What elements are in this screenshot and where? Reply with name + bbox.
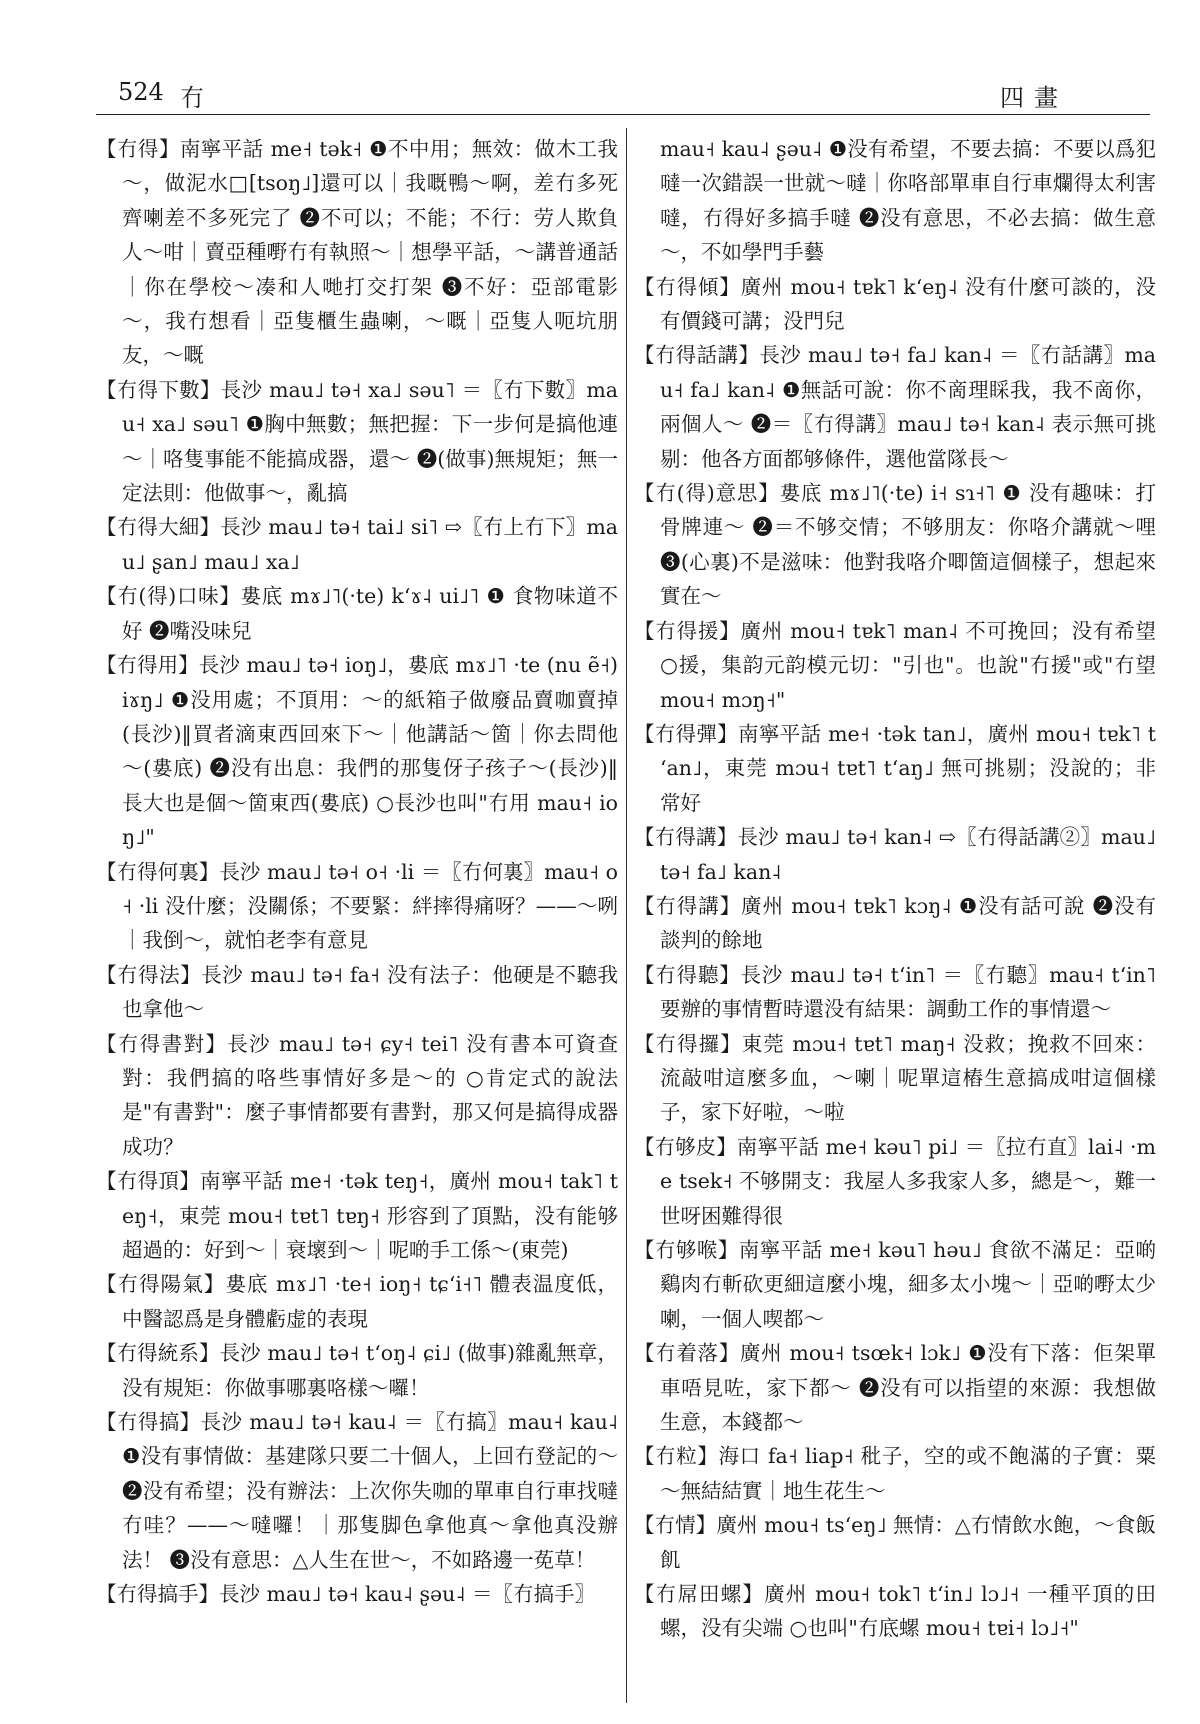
dictionary-entry: 【冇得聽】長沙 mau˩ tə˧ tʻin˥ ＝〖冇聽〗mau˧ tʻin˥ 要辦的事情暫時還没有結果：調動工作的事情還～ (634, 962, 1156, 1022)
dictionary-entry: 【冇得用】長沙 mau˩ tə˧ ioŋ˩，婁底 mɤ˩˥ ·te (nu ẽ˧) iɤŋ˩ ❶没用處；不頂用：～的紙箱子做廢品賣咖賣掉(長沙)‖買者滴東西回來下～｜他講話～箇｜你去問他～(婁底) ❷没有出息：我們的那隻伢子孩子～(長沙)‖長大也是個～箇東西(婁底) ○長沙也叫"冇用 mau˧ ioŋ˩" (96, 653, 618, 850)
dictionary-entry: 【冇粒】海口 fa˧ liap˧ 秕子，空的或不飽滿的子實：粟～無結結實｜地生花生～ (634, 1444, 1156, 1503)
header-rule (96, 114, 1150, 115)
dictionary-entry: 【冇得頂】南寧平話 me˧ ·tək teŋ˧，廣州 mou˧ tak˥ teŋ˧，東莞 mou˧ tɐt˥ tɐŋ˧ 形容到了頂點，没有能够超過的：好到～｜衰壞到～｜呢啲手工係～(東莞) (96, 1169, 618, 1262)
left-column (96, 132, 618, 1702)
dictionary-entry: 【冇情】廣州 mou˧ tsʻeŋ˩ 無情：△冇情飲水飽，～食飯飢 (634, 1513, 1156, 1572)
section-title: 四畫 (1000, 84, 1068, 112)
dictionary-entry: 【冇得何裏】長沙 mau˩ tə˧ o˧ ·li ＝〖冇何裏〗mau˧ o˧ ·li 没什麼；没關係；不要緊：絆摔得痛呀？——～咧｜我倒～，就怕老李有意見 (96, 859, 618, 953)
dictionary-entry: 【冇得陽氣】婁底 mɤ˩˥ ·te˧ ioŋ˧ tɕʻi˧˥ 體表温度低，中醫認爲是身體虧虚的表現 (96, 1272, 618, 1331)
dictionary-entry: 【冇够皮】南寧平話 me˧ kəu˥ pi˩ ＝〖拉冇直〗lai˨ ·me tsek˧ 不够開支：我屋人多我家人多，總是～，難一世呀困難得很 (634, 1134, 1156, 1228)
page-head-character: 冇 (180, 84, 204, 112)
dictionary-entry-continuation: mau˧ kau˨ ʂəu˨ ❶没有希望，不要去搞：不要以爲犯噠一次錯誤一世就～噠｜你咯部單車自行車爛得太利害噠，冇得好多搞手噠 ❷没有意思，不必去搞：做生意～，不如學門手藝 (660, 137, 1156, 265)
dictionary-entry: 【冇得書對】長沙 mau˩ tə˧ ɕy˧ tei˥ 没有書本可資查對：我們搞的咯些事情好多是～的 ○肯定式的說法是"有書對"：麼子事情都要有書對，那又何是搞得成器成功？ (96, 1031, 618, 1159)
dictionary-entry: 【冇得話講】長沙 mau˩ tə˧ fa˩ kan˨ ＝〖冇話講〗mau˧ fa˩ kan˨ ❶無話可說：你不啇理睬我，我不啇你，兩個人～ ❷＝〖冇得講〗mau˩ tə˧ kan˨ 表示無可挑剔：他各方面都够條件，選他當隊長～ (634, 343, 1156, 471)
page-header (118, 78, 1100, 118)
dictionary-entry: 【冇得下數】長沙 mau˩ tə˧ xa˩ səu˥ ＝〖冇下數〗mau˧ xa˩ səu˥ ❶胸中無數；無把握：下一步何是搞他連～｜咯隻事能不能搞成器，還～ ❷(做事)無規矩；無一定法則：他做事～，亂搞 (96, 377, 618, 506)
dictionary-entry: 【冇得講】長沙 mau˩ tə˧ kan˨ ⇨〖冇得話講②〗mau˩ tə˧ fa˩ kan˨ (634, 825, 1156, 884)
dictionary-entry: 【冇(得)意思】婁底 mɤ˩˥(·te) i˧ sɿ˧˥ ❶ 没有趣味：打骨牌連～ ❷＝不够交情；不够朋友：你咯介講就～哩 ❸(心裏)不是滋味：他對我咯介唧箇這個樣子，想起來實在～ (634, 481, 1156, 609)
dictionary-entry: 【冇着落】廣州 mou˧ tsœk˧ lɔk˩ ❶没有下落：佢架單車唔見咗，家下都～ ❷没有可以指望的來源：我想做生意，本錢都～ (634, 1341, 1156, 1435)
dictionary-entry: 【冇得援】廣州 mou˧ tɐk˥ man˨ 不可挽回；没有希望 ○援，集韵元韵模元切："引也"。也說"冇援"或"冇望 mou˧ mɔŋ˧" (634, 618, 1156, 712)
dictionary-entry: 【冇够喉】南寧平話 me˧ kəu˥ həu˩ 食欲不滿足：亞啲鷄肉冇斬砍更細這麼小塊，細多太小塊～｜亞啲嘢太少喇，一個人喫都～ (634, 1238, 1156, 1331)
dictionary-entry: 【冇得彈】南寧平話 me˧ ·tək tan˩，廣州 mou˧ tɐk˥ tʻan˩，東莞 mɔu˧ tɐt˥ tʻaŋ˩ 無可挑剔；没說的；非常好 (634, 721, 1156, 815)
dictionary-entry: 【冇得攞】東莞 mɔu˧ tɐt˥ maŋ˧ 没救；挽救不回來：流敲咁這麼多血，～喇｜呢單這樁生意搞成咁這個樣子，家下好啦，～啦 (634, 1031, 1156, 1125)
dictionary-entry: 【冇得法】長沙 mau˩ tə˧ fa˧ 没有法子：他硬是不聽我也拿他～ (96, 962, 618, 1022)
dictionary-entry: 【冇得搞手】長沙 mau˩ tə˧ kau˨ ʂəu˨ ＝〖冇搞手〗 (96, 1582, 595, 1607)
dictionary-entry: 【冇得大細】長沙 mau˩ tə˧ tai˩ si˥ ⇨〖冇上冇下〗mau˩ ʂan˩ mau˩ xa˩ (96, 515, 618, 574)
column-divider (626, 128, 627, 1703)
dictionary-entry: 【冇(得)口味】婁底 mɤ˩˥(·te) kʻɤ˨ ui˩˥ ❶ 食物味道不好 ❷嘴没味兒 (96, 584, 618, 643)
dictionary-entry: 【冇得傾】廣州 mou˧ tɐk˥ kʻeŋ˨ 没有什麼可談的，没有價錢可講；没門兒 (634, 274, 1156, 334)
right-column (634, 132, 1156, 1702)
dictionary-entry: 【冇得統系】長沙 mau˩ tə˧ tʻoŋ˨ ɕi˩ (做事)雜亂無章，没有規矩：你做事哪裏咯樣～囉！ (96, 1341, 618, 1400)
dictionary-entry: 【冇得搞】長沙 mau˩ tə˧ kau˨ ＝〖冇搞〗mau˧ kau˨ ❶没有事情做：基建隊只要二十個人，上回冇登記的～ ❷没有希望；没有辦法：上次你失咖的單車自行車找噠冇哇？——～噠囉！｜那隻脚色拿他真～拿他真没辦法！ ❸没有意思：△人生在世～，不如路邊一莬草！ (96, 1410, 618, 1572)
dictionary-entry: 【冇得講】廣州 mou˧ tɐk˥ kɔŋ˨ ❶没有話可說 ❷没有談判的餘地 (634, 893, 1156, 953)
page-number: 524 (118, 78, 164, 106)
dictionary-entry: 【冇屌田螺】廣州 mou˧ tok˥ tʻin˩ lɔ˩˧ 一種平頂的田螺，没有尖端 ○也叫"冇底螺 mou˧ tɐi˧ lɔ˩˧" (634, 1582, 1156, 1641)
dictionary-entry: 【冇得】南寧平話 me˧ tək˧ ❶不中用；無效：做木工我～，做泥水□[tsoŋ˩]還可以｜我嘅鴨～啊，差冇多死齊喇差不多死完了 ❷不可以；不能；不行：劳人欺負人～咁｜賣亞種嘢冇有執照～｜想學平話，～講普通話｜你在學校～凑和人哋打交打架 ❸不好：亞部電影～，我冇想看｜亞隻櫃生蟲喇，～嘅｜亞隻人呃坑朋友，～嘅 (96, 137, 618, 368)
